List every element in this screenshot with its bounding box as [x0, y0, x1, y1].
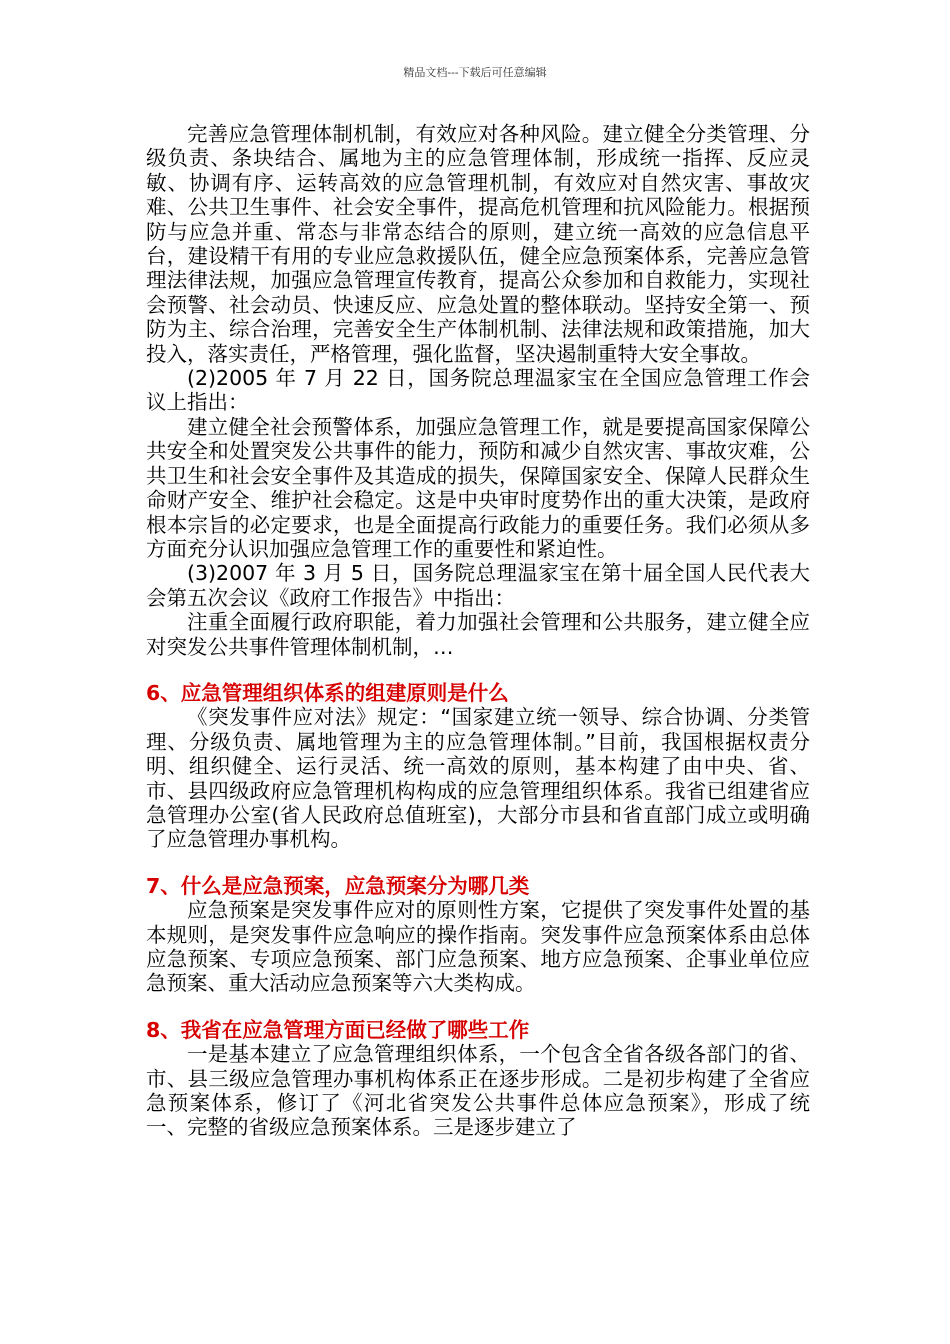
paragraph: 完善应急管理体制机制，有效应对各种风险。建立健全分类管理、分级负责、条块结合、属地为主的应急管理体制，形成统一指挥、反应灵敏、协调有序、运转高效的应急管理机制，有效应对自然灾害、事故灾难、公共卫生事件、社会安全事件，提高危机管理和抗风险能力。根据预防与应急并重、常态与非常态结合的原则，建立统一高效的应急信息平台，建设精干有用的专业应急救援队伍，健全应急预案体系，完善应急管理法律法规，加强应急管理宣传教育，提高公众参加和自救能力，实现社会预警、社会动员、快速反应、应急处置的整体联动。坚持安全第一、预防为主、综合治理，完善安全生产体制机制、法律法规和政策措施，加大投入，落实责任，严格管理，强化监督，坚决遏制重特大安全事故。: [146, 122, 810, 366]
section-heading-7: 7、什么是应急预案，应急预案分为哪几类: [146, 873, 530, 898]
paragraph: 建立健全社会预警体系，加强应急管理工作，就是要提高国家保障公共安全和处置突发公共事件的能力，预防和减少自然灾害、事故灾难，公共卫生和社会安全事件及其造成的损失，保障国家安全、保障人民群众生命财产安全、维护社会稳定。这是中央审时度势作出的重大决策，是政府根本宗旨的必定要求，也是全面提高行政能力的重要任务。我们必须从多方面充分认识加强应急管理工作的重要性和紧迫性。: [146, 414, 810, 561]
section-8-body: 一是基本建立了应急管理组织体系，一个包含全省各级各部门的省、市、县三级应急管理办事机构体系正在逐步形成。二是初步构建了全省应急预案体系，修订了《河北省突发公共事件总体应急预案》，形成了统一、完整的省级应急预案体系。三是逐步建立了: [146, 1042, 810, 1140]
paragraph: 注重全面履行政府职能，着力加强社会管理和公共服务，建立健全应对突发公共事件管理体制机制，…: [146, 610, 810, 659]
page-header: 精品文档---下载后可任意编辑: [403, 66, 547, 79]
section-6-body: 《突发事件应对法》规定：“国家建立统一领导、综合协调、分类管理、分级负责、属地管理为主的应急管理体制。”目前，我国根据权责分明、组织健全、运行灵活、统一高效的原则，基本构建了由中央、省、市、县四级政府应急管理机构构成的应急管理组织体系。我省已组建省应急管理办公室(省人民政府总值班室)，大部分市县和省直部门成立或明确了应急管理办事机构。: [146, 705, 810, 852]
section-heading-6: 6、应急管理组织体系的组建原则是什么: [146, 680, 509, 705]
section-heading-8: 8、我省在应急管理方面已经做了哪些工作: [146, 1017, 530, 1042]
section-7-body: 应急预案是突发事件应对的原则性方案，它提供了突发事件处置的基本规则，是突发事件应急响应的操作指南。突发事件应急预案体系由总体应急预案、专项应急预案、部门应急预案、地方应急预案、企事业单位应急预案、重大活动应急预案等六大类构成。: [146, 898, 810, 996]
document-body: [146, 122, 810, 1140]
paragraph: (3)2007 年 3 月 5 日，国务院总理温家宝在第十届全国人民代表大会第五次会议《政府工作报告》中指出：: [146, 561, 810, 610]
paragraph: (2)2005 年 7 月 22 日，国务院总理温家宝在全国应急管理工作会议上指出：: [146, 366, 810, 415]
